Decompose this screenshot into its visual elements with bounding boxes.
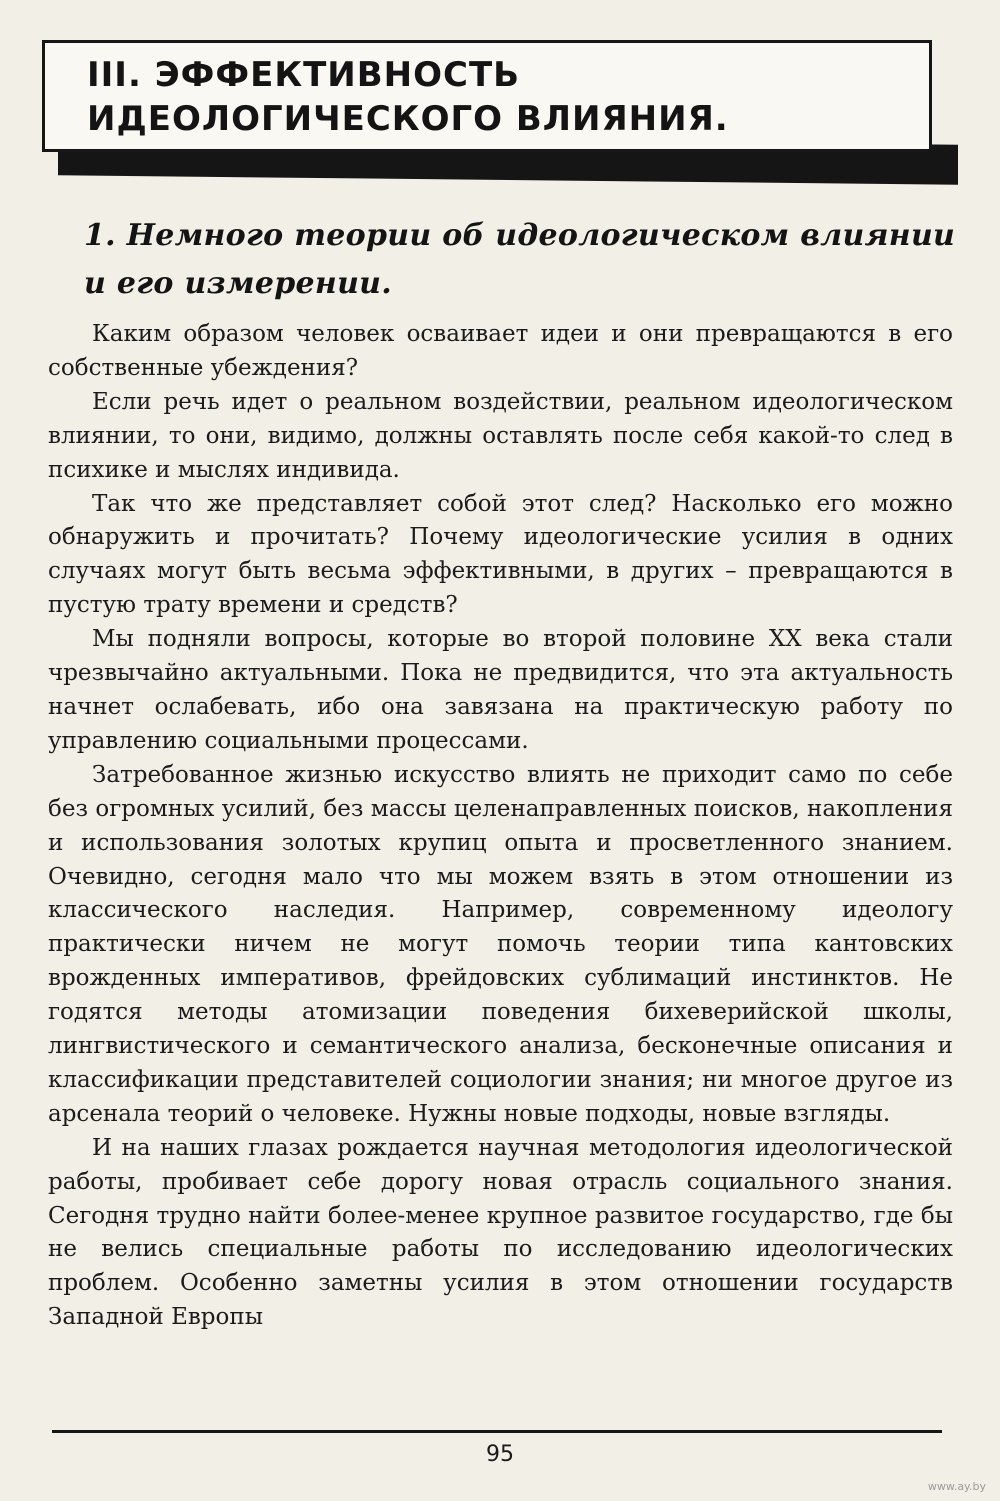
paragraph: Затребованное жизнью искусство влиять не приходит само по себе без огромных усилий, без массы целенаправленных поисков, накопления и использования золотых крупиц опыта и просветленного знанием. Очевидно, сегодня мало что мы можем взять в этом отношении из классического наследия. Например, современному идеологу практически ничем не могут помочь теории типа кантовских врожденных императивов, фрейдовских сублимаций инстинктов. Не годятся методы атомизации поведения бихеверийской школы, лингвистического и семантического анализа, бесконечные описания и классификации представителей социологии знания; ни многое другое из арсенала теорий о человеке. Нужны новые подходы, новые взгляды.: [48, 761, 953, 1127]
paragraph: Так что же представляет собой этот след? Насколько его можно обнаружить и прочитать? Почему идеологические усилия в одних случаях могут быть весьма эффективными, в других – превращаются в пустую трату времени и средств?: [48, 490, 953, 619]
paragraph: И на наших глазах рождается научная методология идеологической работы, пробивает себе дорогу новая отрасль социального знания. Сегодня трудно найти более-менее крупное развитое государство, где бы не велись специальные работы по исследованию идеологических проблем. Особенно заметны усилия в этом отношении государств Западной Европы: [48, 1134, 953, 1331]
section-heading: 1. Немного теории об идеологическом влиянии и его измерении.: [84, 218, 956, 301]
paragraph: Если речь идет о реальном воздействии, реальном идеологическом влиянии, то они, видимо, должны оставлять после себя какой-то след в психике и мыслях индивида.: [48, 388, 953, 483]
footer-rule: [52, 1430, 942, 1433]
paragraph: Мы подняли вопросы, которые во второй половине XX века стали чрезвычайно актуальными. Пока не предвидится, что эта актуальность начнет ослабевать, ибо она завязана на практическую работу по управлению социальными процессами.: [48, 626, 953, 754]
page-number: 95: [486, 1442, 514, 1467]
body-text: [48, 318, 953, 1335]
chapter-title-box: [42, 40, 932, 152]
chapter-title: III. ЭФФЕКТИВНОСТЬ ИДЕОЛОГИЧЕСКОГО ВЛИЯНИЯ.: [87, 55, 729, 139]
paragraph: Каким образом человек осваивает идеи и они превращаются в его собственные убеждения?: [48, 321, 953, 381]
watermark: www.ay.by: [927, 1480, 986, 1493]
